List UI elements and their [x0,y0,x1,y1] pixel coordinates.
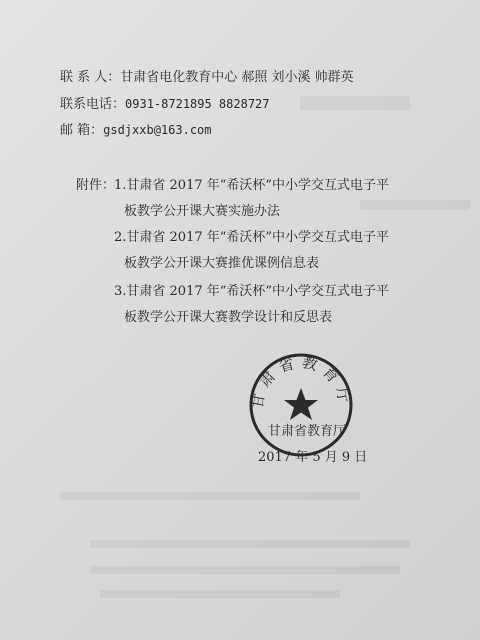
bleed-through-mark [360,200,470,210]
contact-phone-value: 0931-8721895 8828727 [125,97,270,111]
bleed-through-mark [100,590,340,598]
attachment-3-line1 [114,284,389,300]
contact-phone-line [60,96,270,113]
bleed-through-mark [300,96,410,110]
contact-person-label: 联 系 人： [60,70,121,85]
attachment-3-title-line2: 板教学公开课大赛教学设计和反思表 [124,310,333,325]
contact-email-value: gsdjxxb@163.com [103,123,212,137]
contact-person-value: 甘肃省电化教育中心 郝照 刘小溪 帅群英 [120,70,354,85]
contact-person-line [60,70,354,86]
attachment-2-number: 2. [114,230,127,245]
bleed-through-mark [60,492,360,500]
attachment-3-number: 3. [114,284,127,299]
attachment-1-number: 1. [114,178,127,193]
bleed-through-mark [90,566,400,574]
contact-phone-label: 联系电话： [60,97,126,112]
bleed-through-mark [90,540,410,548]
seal-star-icon [284,388,318,420]
seal-arc-text: 甘肃省教育厅 [248,352,354,410]
attachment-1-title-line2: 板教学公开课大赛实施办法 [124,204,281,219]
attachment-2-line1 [114,230,389,246]
attachment-1-title-line1: 甘肃省 2017 年“希沃杯”中小学交互式电子平 [126,178,390,193]
attachment-2-title-line2: 板教学公开课大赛推优课例信息表 [124,256,320,271]
attachment-3-title-line1: 甘肃省 2017 年“希沃杯”中小学交互式电子平 [126,284,390,299]
issue-date: 2017 年 5 月 9 日 [258,450,368,465]
contact-email-line [60,122,212,139]
attachment-2-title-line1: 甘肃省 2017 年“希沃杯”中小学交互式电子平 [126,230,390,245]
contact-email-label: 邮 箱： [60,123,104,138]
issuer-signature: 甘肃省教育厅 [268,424,347,439]
attachments-prefix: 附件： [76,178,116,193]
official-seal-stamp [248,352,354,458]
attachment-1-line1 [114,178,389,194]
